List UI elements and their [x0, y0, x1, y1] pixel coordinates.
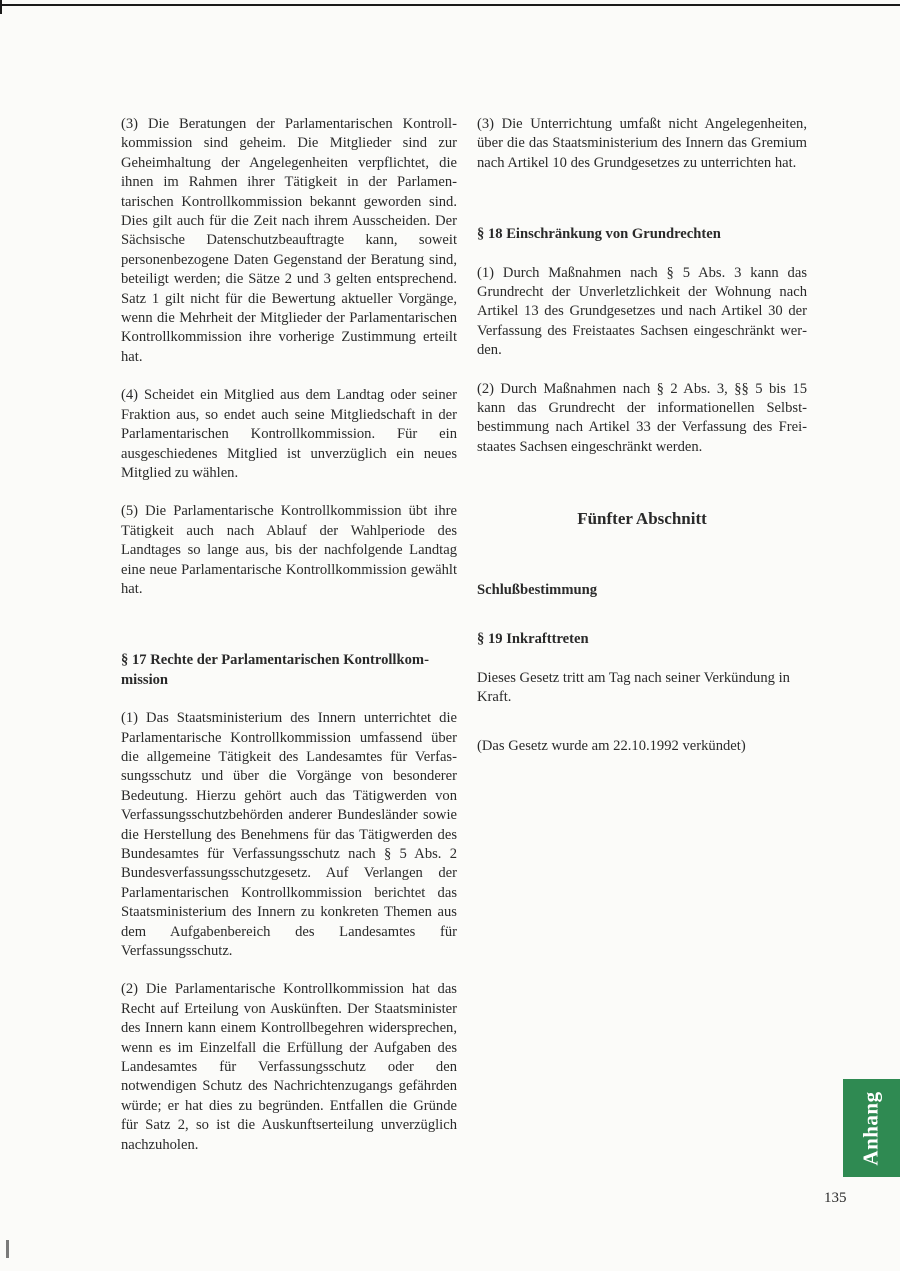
paragraph-17-1: (1) Das Staatsministerium des Innern unterrichtet die Parlamentarische Kontrollkommission umfassend über die allgemeine Tätigkeit des Landesamtes für Verfassungsschutz und über die Vorgänge von besonderer Bedeutung. Hierzu gehört auch das Tätigwerden von Verfassungsschutzbehörden anderer Bundesländer sowie die Herstellung des Benehmens für das Tätigwerden des Bundesamtes für Verfassungsschutz nach § 5 Abs. 2 Bundesverfassungsschutzgesetz. Auf Verlangen der Parlamentarischen Kontrollkommission berichtet das Staatsministerium des Innern zu konkreten Themen aus dem Aufgabenbereich des Landesamtes für Verfassungsschutz. [121, 710, 457, 960]
appendix-tab [843, 1079, 900, 1177]
subsection-title: Schlußbestimmung [477, 581, 598, 598]
paragraph-18-2: (2) Durch Maßnahmen nach § 2 Abs. 3, §§ 5 bis 15 kann das Grundrecht der informationellen Selbstbestimmung nach Artikel 33 der Verfassung des Freistaates Sachsen eingeschränkt werden. [477, 380, 807, 455]
paragraph-16-4: (4) Scheidet ein Mitglied aus dem Landtag oder seiner Fraktion aus, so endet auch seine Mitgliedschaft in der Parlamentarischen Kontrollkommission. Für ein ausgeschiedenes Mitglied ist unverzüglich ein neues Mitglied zu wählen. [121, 387, 457, 481]
margin-mark [6, 1240, 9, 1258]
page-number: 135 [824, 1190, 847, 1206]
right-column [477, 115, 807, 757]
paragraph-19: Dieses Gesetz tritt am Tag nach seiner Verkündung in Kraft. [477, 669, 790, 705]
top-rule [0, 4, 900, 6]
appendix-tab-label: Anhang [859, 1090, 884, 1166]
part-title: Fünfter Abschnitt [577, 509, 707, 529]
section-18-heading: § 18 Einschränkung von Grundrechten [477, 226, 721, 243]
paragraph-16-5: (5) Die Parlamentarische Kontrollkommission übt ihre Tätigkeit auch nach Ablauf der Wahlperiode des Landtages so lange aus, bis der nachfolgende Landtag eine neue Parlamentarische Kontrollkommission gewählt hat. [121, 503, 457, 597]
paragraph-17-2: (2) Die Parlamentarische Kontrollkommission hat das Recht auf Erteilung von Auskünften. Der Staatsminister des Innern kann einem Kontrollbegehren widersprechen, wenn es im Einzelfall die Erfüllung der Aufgaben des Landesamtes für Verfassungsschutz oder den notwendigen Schutz des Nachrichtenzugangs gefährden würde; er hat dies zu begründen. Entfallen die Gründe für Satz 2, so ist die Auskunftserteilung unverzüglich nachzuholen. [121, 981, 457, 1153]
paragraph-18-1: (1) Durch Maßnahmen nach § 5 Abs. 3 kann das Grundrecht der Unverletzlichkeit der Wohnung nach Artikel 13 des Grundgesetzes und nach Artikel 30 der Verfassung des Freistaates Sachsen eingeschränkt werden. [477, 264, 807, 359]
corner-crop-mark [0, 0, 24, 14]
paragraph-16-3: (3) Die Beratungen der Parlamentarischen Kontrollkommission sind geheim. Die Mitglieder sind zur Geheimhaltung der Angelegenheiten verpflichtet, die ihnen im Rahmen ihrer Tätigkeit in der Parlamentarischen Kontrollkommission bekannt geworden sind. Dies gilt auch für die Zeit nach ihrem Ausscheiden. Der Sächsische Datenschutzbeauftragte kann, soweit personenbezogene Daten Gegenstand der Beratung sind, beteiligt werden; die Sätze 2 und 3 gelten entsprechend. Satz 1 gilt nicht für die Bewertung aktueller Vorgänge, wenn die Mehrheit der Mitglieder der Parlamentarischen Kontrollkommission ihre vorherige Zustimmung erteilt hat. [121, 116, 457, 365]
paragraph-17-3: (3) Die Unterrichtung umfaßt nicht Angelegenheiten, über die das Staatsministerium des Innern das Gremium nach Artikel 10 des Grundgesetzes zu unterrichten hat. [477, 116, 807, 171]
promulgation-note: (Das Gesetz wurde am 22.10.1992 verkündet) [477, 738, 746, 755]
section-19-heading: § 19 Inkrafttreten [477, 631, 589, 648]
section-17-heading: § 17 Rechte der Parlamentarischen Kontrollkommission [121, 652, 429, 688]
left-column [121, 115, 457, 1155]
